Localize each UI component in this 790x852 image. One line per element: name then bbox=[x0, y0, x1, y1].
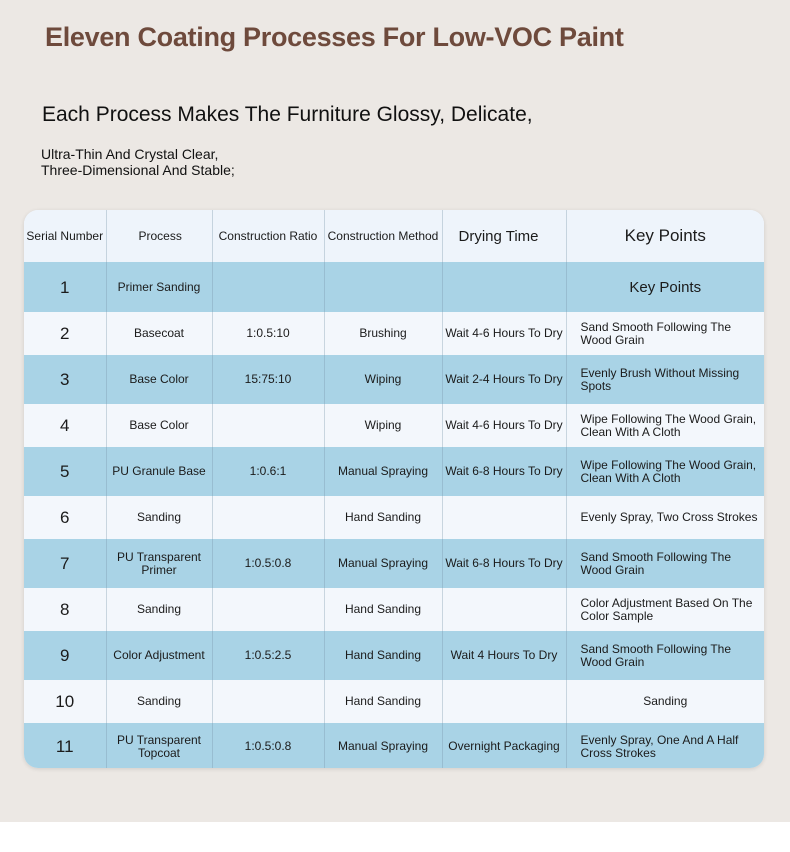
cell-drying-time: Wait 2-4 Hours To Dry bbox=[442, 355, 566, 404]
cell-process: Basecoat bbox=[106, 312, 212, 355]
cell-drying-time: Overnight Packaging bbox=[442, 723, 566, 768]
cell-key-points: Color Adjustment Based On The Color Sample bbox=[566, 588, 764, 631]
table-row bbox=[24, 404, 764, 447]
table-row bbox=[24, 312, 764, 355]
cell-method: Hand Sanding bbox=[324, 631, 442, 680]
cell-serial: 7 bbox=[60, 554, 70, 573]
cell-ratio bbox=[212, 680, 324, 723]
cell-process: Base Color bbox=[106, 355, 212, 404]
cell-serial: 3 bbox=[60, 370, 70, 389]
cell-drying-time bbox=[442, 496, 566, 539]
cell-drying-time: Wait 4-6 Hours To Dry bbox=[442, 312, 566, 355]
description-line: Ultra-Thin And Crystal Clear, bbox=[41, 146, 219, 162]
cell-method: Manual Spraying bbox=[324, 447, 442, 496]
table-row bbox=[24, 262, 764, 312]
table-row bbox=[24, 447, 764, 496]
cell-key-points: Sand Smooth Following The Wood Grain bbox=[566, 539, 764, 588]
cell-ratio bbox=[212, 262, 324, 312]
cell-serial: 1 bbox=[60, 277, 70, 297]
cell-drying-time: Wait 6-8 Hours To Dry bbox=[442, 447, 566, 496]
cell-ratio: 1:0.5:2.5 bbox=[212, 631, 324, 680]
page-subtitle: Each Process Makes The Furniture Glossy, Delicate, bbox=[42, 103, 533, 126]
description-line: Three-Dimensional And Stable; bbox=[41, 162, 235, 178]
cell-drying-time: Wait 4-6 Hours To Dry bbox=[442, 404, 566, 447]
cell-process: Sanding bbox=[106, 680, 212, 723]
cell-serial: 8 bbox=[60, 600, 70, 619]
cell-process: PU Granule Base bbox=[106, 447, 212, 496]
header-construction-method: Construction Method bbox=[324, 210, 442, 262]
cell-drying-time bbox=[442, 680, 566, 723]
header-key-points: Key Points bbox=[566, 210, 764, 262]
cell-key-points: Evenly Spray, Two Cross Strokes bbox=[566, 496, 764, 539]
cell-drying-time bbox=[442, 262, 566, 312]
table-row bbox=[24, 496, 764, 539]
cell-serial: 4 bbox=[60, 416, 70, 435]
table-row bbox=[24, 723, 764, 768]
header-construction-ratio: Construction Ratio bbox=[212, 210, 324, 262]
process-table bbox=[24, 210, 764, 768]
cell-ratio: 1:0.5:10 bbox=[212, 312, 324, 355]
cell-key-points: Sand Smooth Following The Wood Grain bbox=[566, 631, 764, 680]
cell-ratio bbox=[212, 496, 324, 539]
cell-process: PU Transparent Primer bbox=[106, 539, 212, 588]
cell-key-points: Sanding bbox=[566, 680, 764, 723]
cell-method bbox=[324, 262, 442, 312]
cell-key-points: Wipe Following The Wood Grain, Clean With A Cloth bbox=[566, 404, 764, 447]
cell-key-points: Wipe Following The Wood Grain, Clean With A Cloth bbox=[566, 447, 764, 496]
cell-key-points: Evenly Brush Without Missing Spots bbox=[566, 355, 764, 404]
cell-ratio bbox=[212, 404, 324, 447]
cell-method: Hand Sanding bbox=[324, 496, 442, 539]
cell-process: Sanding bbox=[106, 496, 212, 539]
cell-ratio bbox=[212, 588, 324, 631]
header-serial-number: Serial Number bbox=[26, 229, 104, 243]
cell-drying-time: Wait 4 Hours To Dry bbox=[442, 631, 566, 680]
header-process: Process bbox=[106, 210, 212, 262]
cell-serial: 10 bbox=[55, 692, 75, 711]
cell-method: Wiping bbox=[324, 404, 442, 447]
cell-process: Primer Sanding bbox=[106, 262, 212, 312]
cell-drying-time: Wait 6-8 Hours To Dry bbox=[442, 539, 566, 588]
process-table-card bbox=[24, 210, 764, 768]
table-header-row bbox=[24, 210, 764, 262]
cell-method: Manual Spraying bbox=[324, 539, 442, 588]
cell-process: Sanding bbox=[106, 588, 212, 631]
cell-serial: 6 bbox=[60, 508, 70, 527]
cell-method: Wiping bbox=[324, 355, 442, 404]
cell-key-points: Sand Smooth Following The Wood Grain bbox=[566, 312, 764, 355]
description bbox=[41, 146, 235, 178]
cell-serial: 11 bbox=[55, 737, 74, 756]
cell-serial: 2 bbox=[60, 324, 70, 343]
cell-process: PU Transparent Topcoat bbox=[106, 723, 212, 768]
cell-drying-time bbox=[442, 588, 566, 631]
cell-method: Hand Sanding bbox=[324, 588, 442, 631]
cell-serial: 5 bbox=[60, 462, 70, 481]
header-drying-time: Drying Time bbox=[442, 210, 566, 262]
cell-serial: 9 bbox=[60, 646, 70, 665]
cell-method: Hand Sanding bbox=[324, 680, 442, 723]
cell-process: Base Color bbox=[106, 404, 212, 447]
cell-ratio: 1:0.5:0.8 bbox=[212, 723, 324, 768]
cell-ratio: 1:0.6:1 bbox=[212, 447, 324, 496]
cell-method: Brushing bbox=[324, 312, 442, 355]
cell-key-points: Key Points bbox=[566, 262, 764, 312]
cell-key-points: Evenly Spray, One And A Half Cross Strokes bbox=[566, 723, 764, 768]
cell-method: Manual Spraying bbox=[324, 723, 442, 768]
page-title: Eleven Coating Processes For Low-VOC Paint bbox=[45, 22, 624, 52]
table-row bbox=[24, 631, 764, 680]
cell-process: Color Adjustment bbox=[106, 631, 212, 680]
table-row bbox=[24, 680, 764, 723]
cell-ratio: 15:75:10 bbox=[212, 355, 324, 404]
table-row bbox=[24, 588, 764, 631]
table-row bbox=[24, 539, 764, 588]
cell-ratio: 1:0.5:0.8 bbox=[212, 539, 324, 588]
table-row bbox=[24, 355, 764, 404]
